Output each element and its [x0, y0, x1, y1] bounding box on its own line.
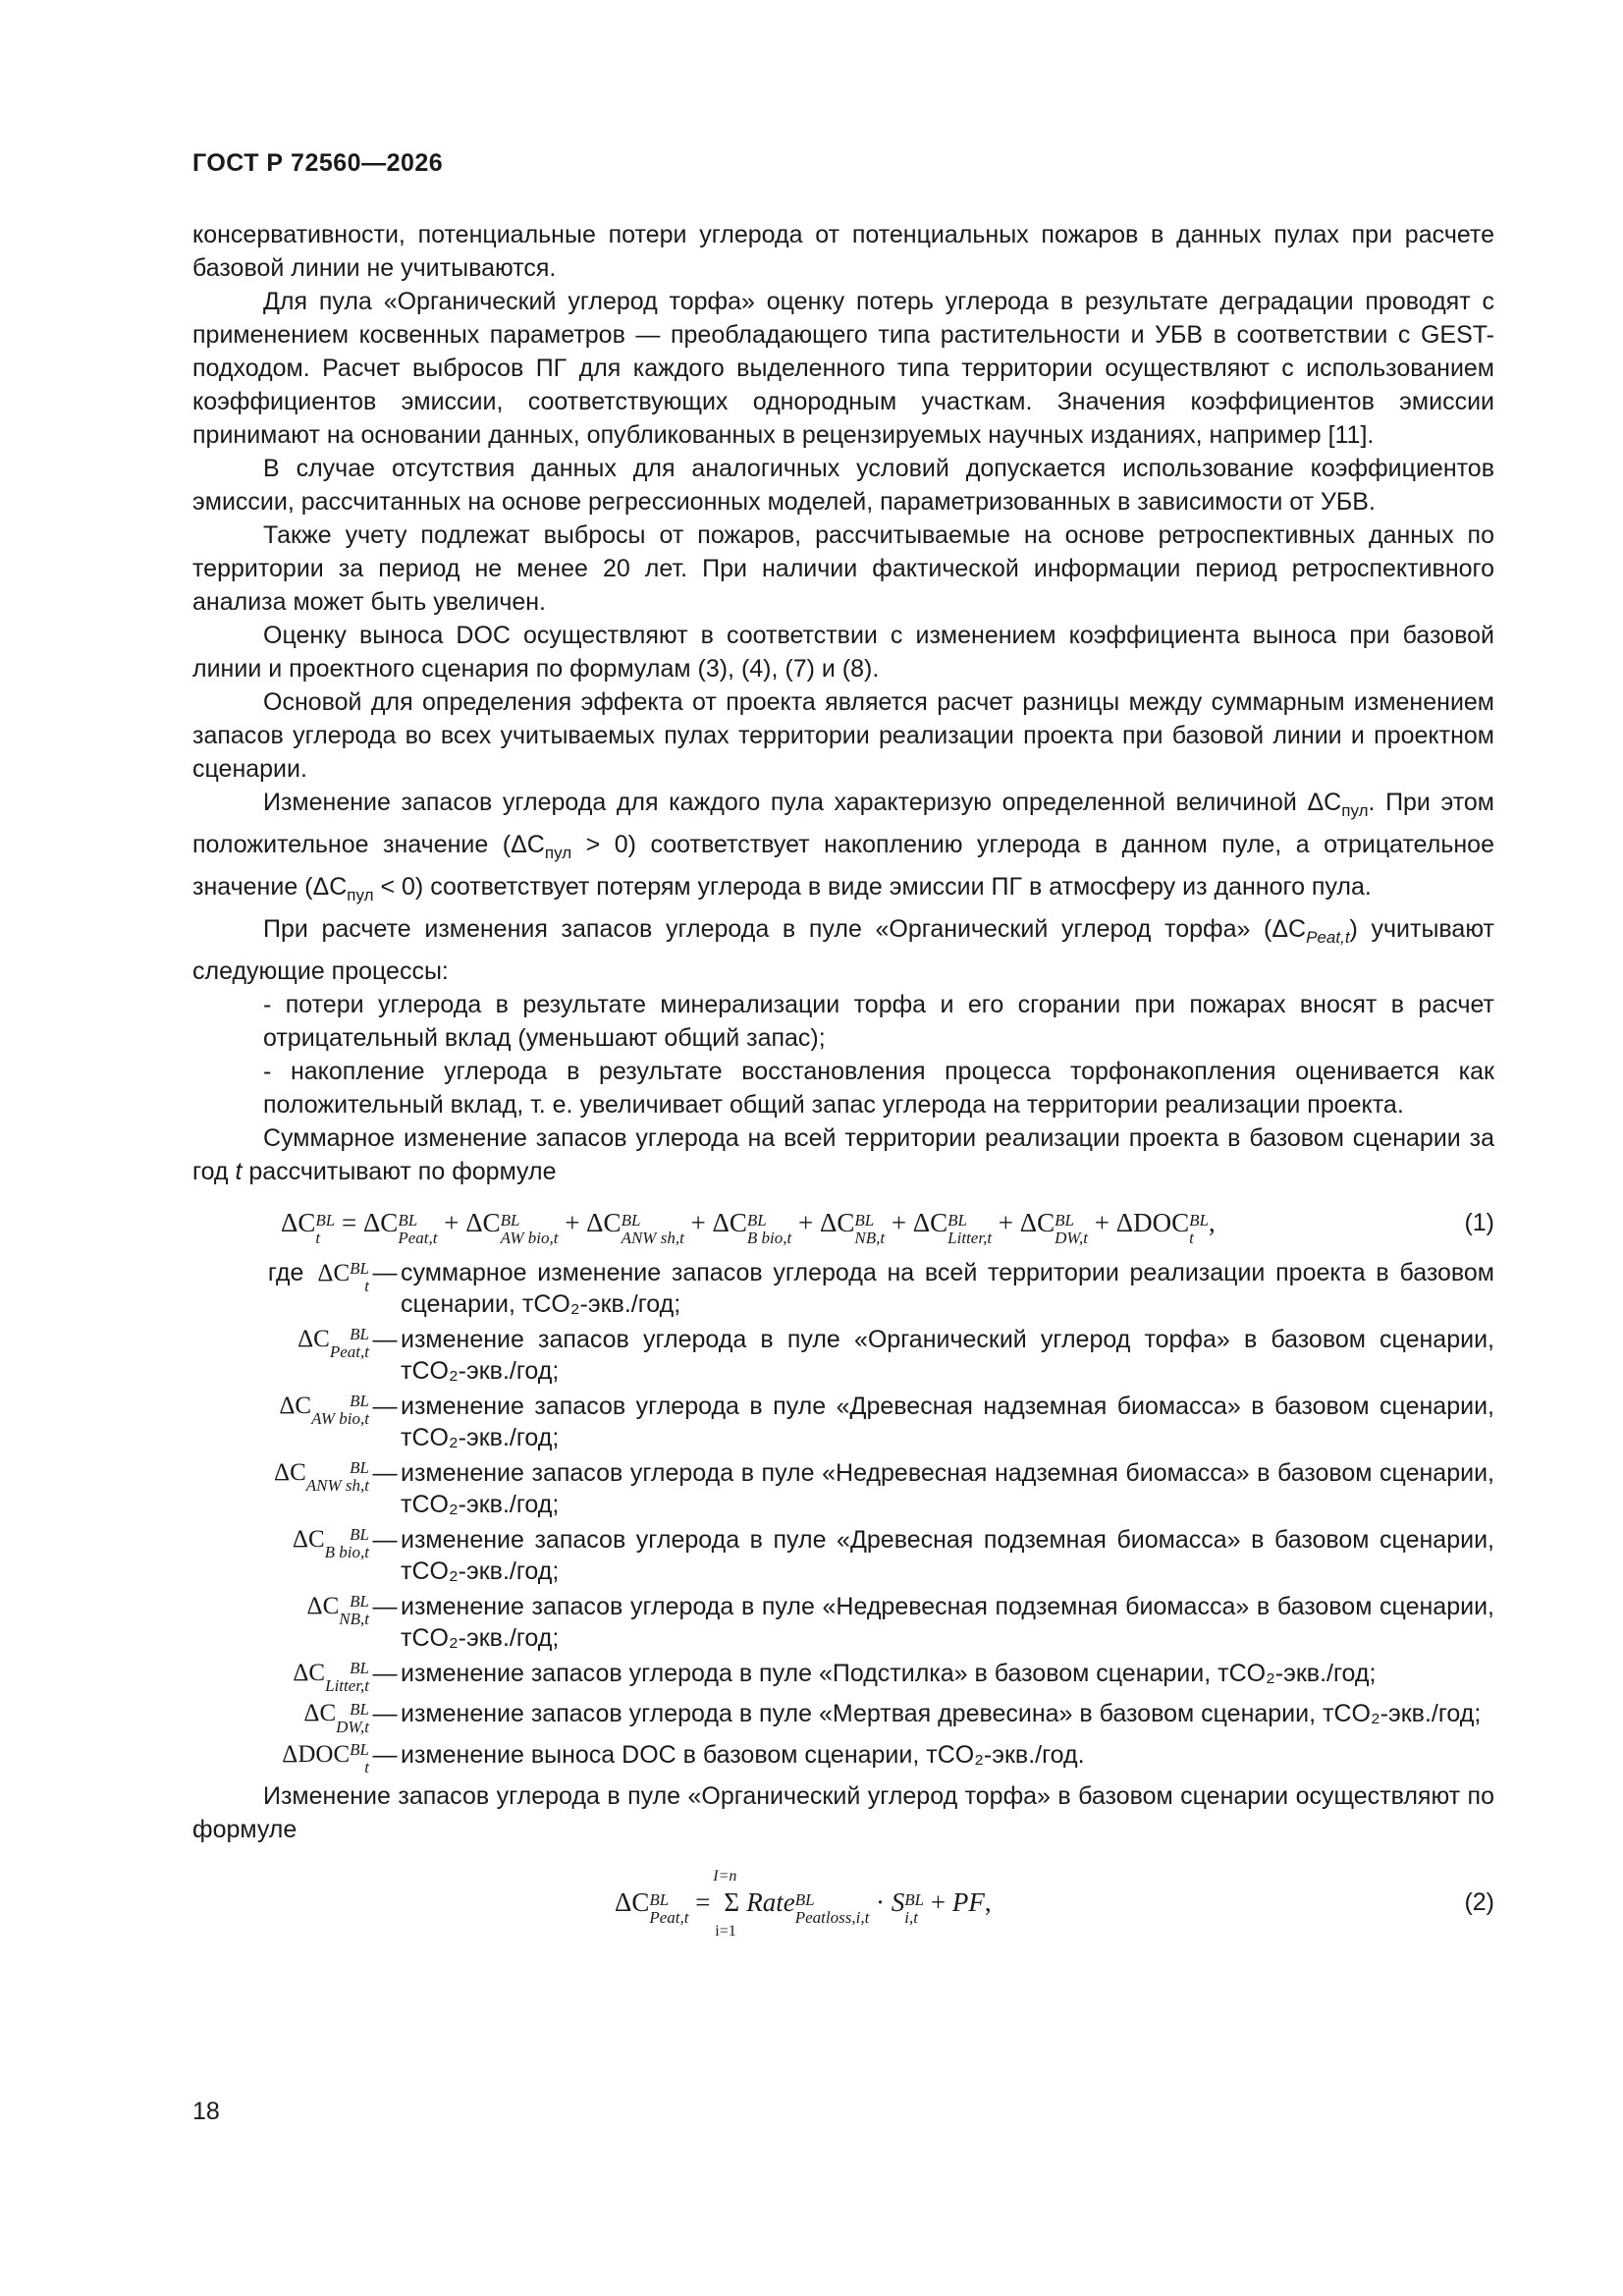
definition-item: ΔC BL Litter,t — изменение запасов углерода в пуле «Подстилка» в базовом сценарии, тCO₂-экв./год; [293, 1659, 1377, 1696]
paragraph: Изменение запасов углерода для каждого пула характеризую определенной величиной $\Delta C_{пул}$. При этом положительное значение $(\Delta C_{пул} > 0)$ соответствует накоплению углерода в данном пуле, а отрицательное значение $(\Delta C_{пул} < 0)$ соответствует потерям углерода в виде эмиссии ПГ в атмосферу из данного пула. [192, 789, 1494, 904]
document-body [192, 218, 1494, 1950]
document-header: ГОСТ Р 72560—2026 [192, 149, 444, 177]
paragraph: В случае отсутствия данных для аналогичных условий допускается использование коэффициентов эмиссии, рассчитанных на основе регрессионных моделей, параметризованных в зависимости от УБВ. [192, 455, 1494, 516]
paragraph: Для пула «Органический углерод торфа» оценку потерь углерода в результате деградации проводят с применением косвенных параметров — преобладающего типа растительности и УБВ в соответствии с GEST-подходом. Расчет выбросов ПГ для каждого выделенного типа территории осуществляют с использованием коэффициентов эмиссии, соответствующих однородным участкам. Значения коэффициентов эмиссии принимают на основании данных, опубликованных в рецензируемых научных изданиях, например [11]. [192, 288, 1494, 449]
formula-1-number: (1) [1464, 1209, 1494, 1236]
paragraph: Суммарное изменение запасов углерода на всей территории реализации проекта в базовом сценарии за год t рассчитывают по формуле [192, 1124, 1494, 1185]
definition-item: ΔC BL ANW sh,t — изменение запасов углерода в пуле «Недревесная надземная биомасса» в базовом сценарии, тCO₂-экв./год; [274, 1458, 1494, 1518]
definition-item: ΔDOC BL t — изменение выноса DOC в базовом сценарии, тCO₂-экв./год. [282, 1739, 1085, 1777]
formula-2-expression: ΔC BL Peat,t = I=n Σ i=1 Rate BL Peatloss,i,t · S BL i,t + PF, [615, 1867, 992, 1940]
definition-item: ΔC BL Peat,t — изменение запасов углерода в пуле «Органический углерод торфа» в базовом сценарии, тCO₂-экв./год; [298, 1325, 1494, 1385]
paragraph: Основой для определения эффекта от проекта является расчет разницы между суммарным изменением запасов углерода во всех учитываемых пулах территории реализации проекта при базовой линии и проектном сценарии. [192, 688, 1494, 783]
definition-item: где ΔC BL t — суммарное изменение запасов углерода на всей территории реализации проекта в базовом сценарии, тCO₂-экв./год; [267, 1259, 1494, 1318]
list-item: - накопление углерода в результате восстановления процесса торфонакопления оценивается как положительный вклад, т. е. увеличивает общий запас углерода на территории реализации проекта. [263, 1058, 1494, 1119]
page-number: 18 [192, 2098, 220, 2125]
definition-item: ΔC BL DW,t — изменение запасов углерода в пуле «Мертвая древесина» в базовом сценарии, тCO₂-экв./год; [303, 1699, 1482, 1736]
formula-1 [192, 1198, 1494, 1247]
paragraph: Также учету подлежат выбросы от пожаров, рассчитываемые на основе ретроспективных данных по территории за период не менее 20 лет. При наличии фактической информации период ретроспективного анализа может быть увеличен. [192, 521, 1494, 616]
formula-1-expression: ΔC BL t = ΔC BL Peat,t + ΔC BL AW bio,t + ΔC BL ANW sh,t + ΔC BL B bio,t + ΔC BL NB,t + ΔC BL Litter,t + ΔC BL DW,t + ΔDOC BL t , [281, 1208, 1216, 1248]
definition-item: ΔC BL NB,t — изменение запасов углерода в пуле «Недревесная подземная биомасса» в базовом сценарии, тCO₂-экв./год; [306, 1592, 1494, 1652]
definition-item: ΔC BL AW bio,t — изменение запасов углерода в пуле «Древесная надземная биомасса» в базовом сценарии, тCO₂-экв./год; [279, 1392, 1494, 1451]
definition-item: ΔC BL B bio,t — изменение запасов углерода в пуле «Древесная подземная биомасса» в базовом сценарии, тCO₂-экв./год; [292, 1525, 1494, 1585]
list-item: - потери углерода в результате минерализации торфа и его сгорании при пожарах вносят в расчет отрицательный вклад (уменьшают общий запас); [263, 991, 1494, 1052]
paragraph: консервативности, потенциальные потери углерода от потенциальных пожаров в данных пулах при расчете базовой линии не учитываются. [192, 221, 1494, 282]
formula-2-number: (2) [1464, 1887, 1494, 1916]
paragraph: Оценку выноса DOC осуществляют в соответствии с изменением коэффициента выноса при базовой линии и проектного сценария по формулам (3), (4), (7) и (8). [192, 622, 1494, 683]
definitions-list [192, 1257, 1494, 1776]
formula-2 [192, 1856, 1494, 1950]
paragraph: При расчете изменения запасов углерода в пуле «Органический углерод торфа» $(\Delta C_{Peat,t})$ учитывают следующие процессы: [192, 915, 1494, 985]
paragraph: Изменение запасов углерода в пуле «Органический углерод торфа» в базовом сценарии осуществляют по формуле [192, 1781, 1494, 1843]
